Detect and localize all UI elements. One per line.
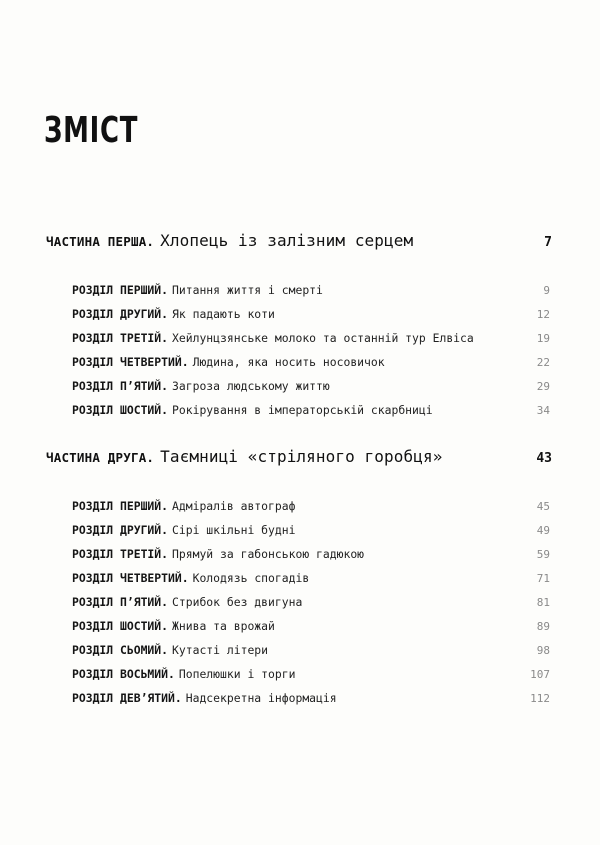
chapter-page-number: 98 [536,644,550,657]
toc-chapter [72,379,550,397]
chapter-label: РОЗДІЛ ВОСЬМИЙ. [72,667,175,681]
chapter-title: Як падають коти [172,307,275,321]
toc-chapter [72,547,550,565]
chapter-page-number: 22 [536,356,550,369]
chapter-label: РОЗДІЛ ДЕВ’ЯТИЙ. [72,691,182,705]
chapter-label: РОЗДІЛ ТРЕТІЙ. [72,547,169,561]
chapter-page-number: 34 [536,404,550,417]
toc-chapter [72,355,550,373]
chapter-title: Хейлунцзянське молоко та останній тур Елвіса [172,331,474,345]
chapter-label: РОЗДІЛ ПЕРШИЙ. [72,283,169,297]
toc-chapter [72,691,550,709]
chapter-title: Людина, яка носить носовичок [192,355,385,369]
toc-chapter [72,619,550,637]
toc-chapter [72,331,550,349]
part-title: Хлопець із залізним серцем [160,231,414,250]
part-page-number: 43 [536,451,552,466]
toc-part-2 [46,447,552,471]
chapter-label: РОЗДІЛ ШОСТИЙ. [72,619,169,633]
chapter-label: РОЗДІЛ ДРУГИЙ. [72,307,169,321]
chapter-title: Надсекретна інформація [185,691,337,705]
chapter-label: РОЗДІЛ СЬОМИЙ. [72,643,169,657]
chapter-label: РОЗДІЛ ДРУГИЙ. [72,523,169,537]
chapter-page-number: 29 [536,380,550,393]
chapter-label: РОЗДІЛ ЧЕТВЕРТИЙ. [72,355,189,369]
toc-chapter [72,523,550,541]
chapter-page-number: 107 [530,668,550,681]
chapter-page-number: 49 [536,524,550,537]
toc-chapter [72,571,550,589]
toc-chapter [72,307,550,325]
chapter-page-number: 45 [536,500,550,513]
chapter-page-number: 81 [536,596,550,609]
chapter-page-number: 19 [536,332,550,345]
toc-chapter [72,403,550,421]
chapter-label: РОЗДІЛ ПЕРШИЙ. [72,499,169,513]
toc-chapter [72,595,550,613]
chapter-title: Рокірування в імператорській скарбниці [172,403,433,417]
chapter-label: РОЗДІЛ ШОСТИЙ. [72,403,169,417]
chapter-title: Прямуй за габонською гадюкою [172,547,365,561]
chapter-label: РОЗДІЛ ЧЕТВЕРТИЙ. [72,571,189,585]
chapter-label: РОЗДІЛ ТРЕТІЙ. [72,331,169,345]
toc-chapter [72,643,550,661]
chapter-page-number: 59 [536,548,550,561]
chapter-page-number: 112 [530,692,550,705]
chapter-title: Сірі шкільні будні [172,523,296,537]
chapter-title: Питання життя і смерті [172,283,323,297]
chapter-page-number: 9 [543,284,550,297]
page-title: ЗМІСТ [44,110,139,151]
chapter-page-number: 12 [536,308,550,321]
chapter-title: Колодязь спогадів [192,571,310,585]
chapter-page-number: 89 [536,620,550,633]
toc-chapter [72,499,550,517]
toc-part-1 [46,231,552,255]
part-label: ЧАСТИНА ДРУГА. [46,450,155,465]
chapter-page-number: 71 [536,572,550,585]
chapter-label: РОЗДІЛ П’ЯТИЙ. [72,379,169,393]
chapter-title: Стрибок без двигуна [172,595,303,609]
chapter-title: Кутасті літери [172,643,269,657]
chapter-title: Попелюшки і торги [178,667,296,681]
part-page-number: 7 [544,235,552,250]
chapter-title: Адміралів автограф [172,499,296,513]
toc-chapter [72,283,550,301]
toc-chapter [72,667,550,685]
chapter-label: РОЗДІЛ П’ЯТИЙ. [72,595,169,609]
chapter-title: Загроза людському життю [172,379,330,393]
chapter-title: Жнива та врожай [172,619,275,633]
part-label: ЧАСТИНА ПЕРША. [46,234,155,249]
part-title: Таємниці «стріляного горобця» [160,447,443,466]
